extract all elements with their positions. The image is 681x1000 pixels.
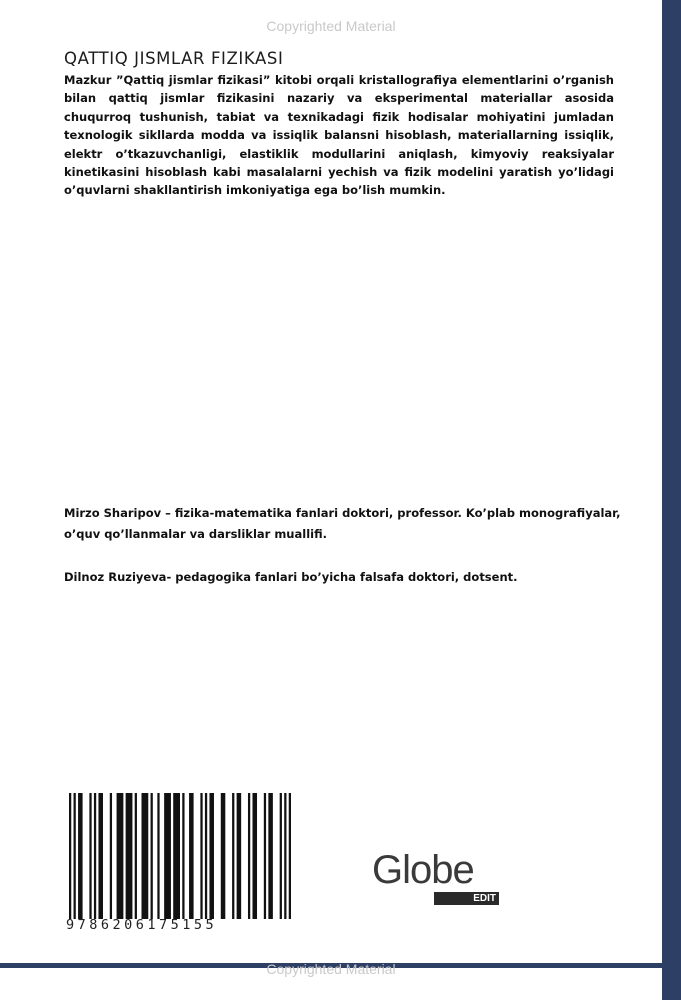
barcode-bar <box>264 793 266 919</box>
barcode-bar <box>151 793 153 919</box>
barcode-bar <box>289 793 291 919</box>
barcode-bar <box>284 793 286 919</box>
barcode-bar <box>205 793 207 919</box>
barcode-bar <box>141 793 148 919</box>
barcode-bar <box>89 793 91 919</box>
barcode-bar <box>135 793 137 919</box>
author-bio-sharipov: Mirzo Sharipov – fizika-matematika fanlari doktori, professor. Ko’plab monografiyalar, o’quv qo’llanmalar va darsliklar muallifi. <box>64 506 621 541</box>
barcode-bar <box>164 793 171 919</box>
barcode-bar <box>268 793 273 919</box>
barcode-bar <box>280 793 282 919</box>
barcode-bar <box>78 793 83 919</box>
barcode-bar <box>209 793 214 919</box>
barcode-bar <box>69 793 71 919</box>
watermark-bottom: Copyrighted Material <box>266 961 396 977</box>
publisher-badge-text: EDIT <box>473 893 496 904</box>
book-title: QATTIQ JISMLAR FIZIKASI <box>64 49 284 68</box>
barcode-bar <box>98 793 103 919</box>
book-description: Mazkur ”Qattiq jismlar fizikasi” kitobi orqali kristallografiya elementlarini o’rganish bilan qattiq jismlar fizikasini nazariy va eksperimental materiallar asosida chuqurroq tushunish, tabiat va texnikadagi fizik hodisalar mohiyatini jumladan texnologik sikllarda modda va issiqlik balansni hisoblash, materiallarning issiqlik, elektr o’tkazuvchanligi, elastiklik modullarini aniqlash, kimyoviy reaksiyalar kinetikasini hisoblash kabi masalalarni yechish va fizik modelini yaratish yo’lidagi o’quvlarni shakllantirish imkoniyatiga ega bo’lish mumkin. <box>64 73 614 198</box>
barcode-bar <box>182 793 184 919</box>
barcode-bar <box>173 793 180 919</box>
barcode-bar <box>74 793 76 919</box>
publisher-logo <box>372 848 512 908</box>
publisher-badge <box>434 892 499 905</box>
book-spine <box>662 0 681 1000</box>
barcode-bar <box>252 793 257 919</box>
barcode-bar <box>232 793 234 919</box>
barcode-bar <box>200 793 202 919</box>
barcode-bar <box>157 793 159 919</box>
barcode-bar <box>126 793 133 919</box>
isbn-barcode <box>69 793 291 919</box>
publisher-logo-text: Globe <box>372 848 474 892</box>
barcode-bar <box>237 793 242 919</box>
barcode-bar <box>189 793 194 919</box>
barcode-bar <box>117 793 124 919</box>
isbn-number: 9786206175155 <box>66 917 218 933</box>
watermark-top: Copyrighted Material <box>266 18 396 34</box>
author-bio-ruziyeva: Dilnoz Ruziyeva- pedagogika fanlari bo’yicha falsafa doktori, dotsent. <box>64 570 518 584</box>
barcode-bar <box>94 793 96 919</box>
barcode-bar <box>110 793 112 919</box>
barcode-bar <box>221 793 226 919</box>
barcode-bar <box>248 793 250 919</box>
